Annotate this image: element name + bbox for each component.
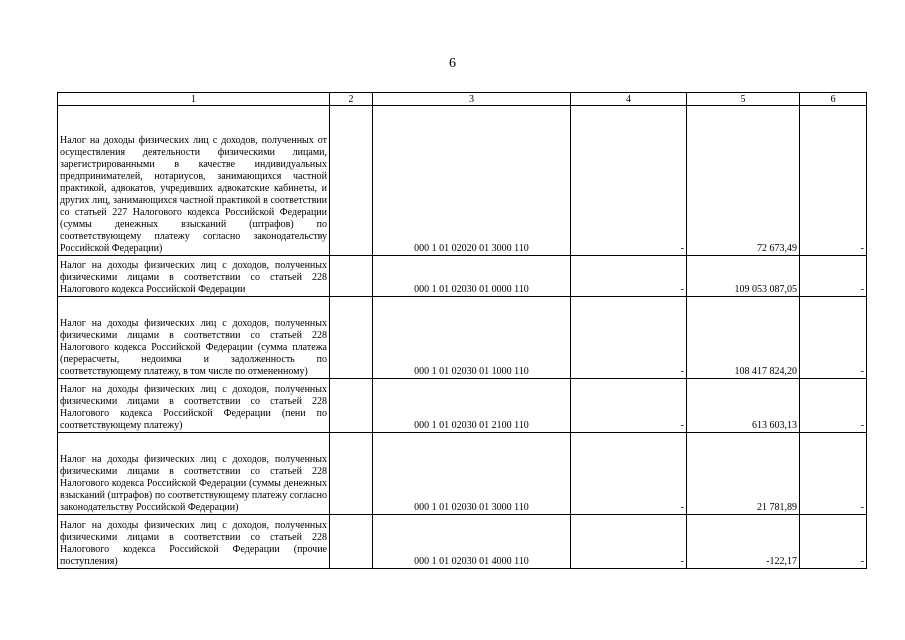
table-row — [58, 515, 867, 569]
row-col6-cell: - — [800, 297, 867, 379]
row-col2-cell — [330, 297, 373, 379]
row-col2-cell — [330, 515, 373, 569]
row-col4-cell: - — [571, 106, 687, 256]
row-col4-cell: - — [571, 256, 687, 297]
row-code-cell: 000 1 01 02020 01 3000 110 — [373, 106, 571, 256]
header-cell: 6 — [800, 93, 867, 106]
row-code-cell: 000 1 01 02030 01 0000 110 — [373, 256, 571, 297]
row-col4-cell: - — [571, 379, 687, 433]
row-name-cell: Налог на доходы физических лиц с доходов, полученных от осуществления деятельности физическими лицами, зарегистрированными в качестве индивидуальных предпринимателей, нотариусов, занимающихся частной практикой, адвокатов, учредивших адвокатские кабинеты, и других лиц, занимающихся частной практикой в соответствии со статьей 227 Налогового кодекса Российской Федерации (суммы денежных взысканий (штрафов) по соответствующему платежу согласно законодательству Российской Федерации) — [58, 106, 330, 256]
row-name-cell: Налог на доходы физических лиц с доходов, полученных физическими лицами в соответствии со статьей 228 Налогового кодекса Российской Федерации (пени по соответствующему платежу) — [58, 379, 330, 433]
table-row — [58, 297, 867, 379]
row-code-cell: 000 1 01 02030 01 1000 110 — [373, 297, 571, 379]
row-col2-cell — [330, 379, 373, 433]
row-amount-cell: 108 417 824,20 — [687, 297, 800, 379]
row-code-cell: 000 1 01 02030 01 2100 110 — [373, 379, 571, 433]
table-row — [58, 379, 867, 433]
row-amount-cell: 21 781,89 — [687, 433, 800, 515]
row-amount-cell: 613 603,13 — [687, 379, 800, 433]
row-name-cell: Налог на доходы физических лиц с доходов, полученных физическими лицами в соответствии со статьей 228 Налогового кодекса Российской Федерации (суммы денежных взысканий (штрафов) по соответствующему платежу согласно законодательству Российской Федерации) — [58, 433, 330, 515]
row-code-cell: 000 1 01 02030 01 3000 110 — [373, 433, 571, 515]
row-col6-cell: - — [800, 256, 867, 297]
row-col4-cell: - — [571, 433, 687, 515]
table-row — [58, 256, 867, 297]
table-row — [58, 433, 867, 515]
row-col2-cell — [330, 106, 373, 256]
row-col4-cell: - — [571, 515, 687, 569]
row-name-cell: Налог на доходы физических лиц с доходов, полученных физическими лицами в соответствии со статьей 228 Налогового кодекса Российской Федерации (сумма платежа (перерасчеты, недоимка и задолженность по соответствующему платежу, в том числе по отмененному) — [58, 297, 330, 379]
row-col2-cell — [330, 256, 373, 297]
header-cell: 3 — [373, 93, 571, 106]
header-cell: 2 — [330, 93, 373, 106]
row-col6-cell: - — [800, 379, 867, 433]
row-amount-cell: 72 673,49 — [687, 106, 800, 256]
row-col6-cell: - — [800, 515, 867, 569]
row-col6-cell: - — [800, 106, 867, 256]
page-number: 6 — [449, 56, 456, 71]
row-col2-cell — [330, 433, 373, 515]
table-row — [58, 106, 867, 256]
header-cell: 4 — [571, 93, 687, 106]
header-row — [58, 93, 867, 106]
row-col6-cell: - — [800, 433, 867, 515]
budget-table — [57, 92, 867, 569]
row-col4-cell: - — [571, 297, 687, 379]
header-cell: 1 — [58, 93, 330, 106]
row-amount-cell: -122,17 — [687, 515, 800, 569]
row-name-cell: Налог на доходы физических лиц с доходов, полученных физическими лицами в соответствии со статьей 228 Налогового кодекса Российской Федерации (прочие поступления) — [58, 515, 330, 569]
row-code-cell: 000 1 01 02030 01 4000 110 — [373, 515, 571, 569]
row-name-cell: Налог на доходы физических лиц с доходов, полученных физическими лицами в соответствии со статьей 228 Налогового кодекса Российской Федерации — [58, 256, 330, 297]
row-amount-cell: 109 053 087,05 — [687, 256, 800, 297]
header-cell: 5 — [687, 93, 800, 106]
